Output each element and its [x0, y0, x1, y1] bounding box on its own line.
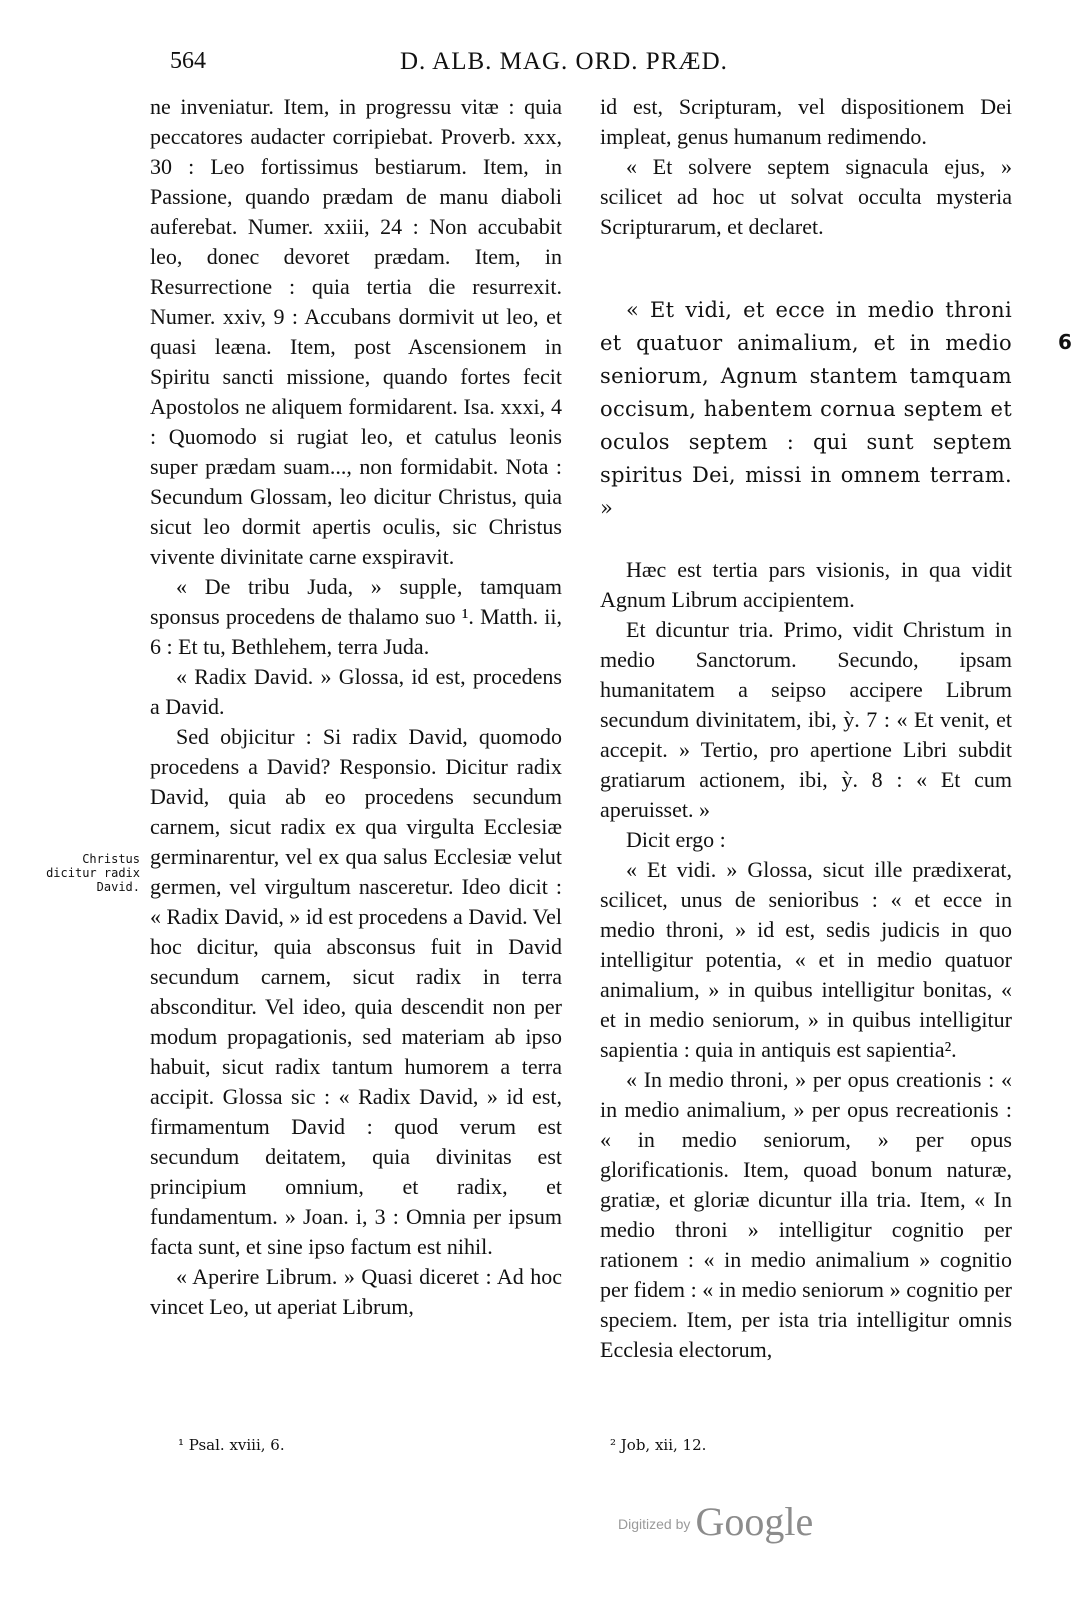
paragraph-in-medio-throni: « In medio throni, » per opus creationis : « in medio animalium, » per opus recreationis : « in medio seniorum, » per opus glorificationis. Item, quoad bonum naturæ, gratiæ, et gloriæ dicuntur illa tria. Item, « In medio throni » intelligitur cognitio per rationem : « in medio animalium » cognitio per fidem : « in medio seniorum » cognitio per speciem. Item, per ista tria intelligitur omnis Ecclesia electorum, — [600, 1067, 1012, 1362]
paragraph-tertia-pars: Hæc est tertia pars visionis, in qua vidit Agnum Librum accipientem. — [600, 557, 1012, 612]
google-watermark — [618, 1498, 813, 1545]
footnote-left: ¹ Psal. xviii, 6. — [178, 1436, 285, 1454]
left-column — [150, 92, 562, 1322]
footnote-right: ² Job, xii, 12. — [610, 1436, 707, 1454]
google-logo: Google — [695, 1499, 814, 1544]
paragraph-lion-commentary: ne inveniatur. Item, in progressu vitæ : quia peccatores audacter corripiebat. Proverb. xxx, 30 : Leo fortissimus bestiarum. Item, in Passione, quando prædam de manu diaboli auferebat. Numer. xxiii, 24 : Non accubabit leo, donec devoret prædam. Item, in Resurrectione : quia tertia die resurrexit. Numer. xxiv, 9 : Accubans dormivit ut leo, et quasi leæna. Item, post Ascensionem in Spiritu sancti missione, quando fortes fecit Apostolos ne aliquem formidarent. Isa. xxxi, 4 : Quomodo si rugiat leo, et catulus leonis super prædam suam..., non formidabit. Nota : Secundum Glossam, leo dicitur Christus, quia sicut leo dormit apertis oculis, sic Christus vivente divinitate carne exspiravit. — [150, 94, 562, 569]
paragraph-tria: Et dicuntur tria. Primo, vidit Christum in medio Sanctorum. Secundo, ipsam humanitatem a seipso accipere Librum secundum divinitatem, ibi, ỳ. 7 : « Et venit, et accepit. » Tertio, pro apertione Libri subdit gratiarum actionem, ibi, ỳ. 8 : « Et cum aperuisset. » — [600, 617, 1012, 822]
paragraph-aperire-librum: « Aperire Librum. » Quasi diceret : Ad hoc vincet Leo, ut aperiat Librum, — [150, 1264, 562, 1319]
running-title: D. ALB. MAG. ORD. PRÆD. — [400, 48, 728, 75]
paragraph-dicit-ergo: Dicit ergo : — [626, 827, 726, 852]
verse-margin-number: 6 — [1058, 330, 1072, 354]
paragraph-de-tribu-juda: « De tribu Juda, » supple, tamquam sponsus procedens de thalamo suo ¹. Matth. ii, 6 : Et tu, Bethlehem, terra Juda. — [150, 574, 562, 659]
paragraph-solvere-signacula: « Et solvere septem signacula ejus, » scilicet ad hoc ut solvat occulta mysteria Scripturarum, et declaret. — [600, 154, 1012, 239]
paragraph-continuation: id est, Scripturam, vel dispositionem Dei impleat, genus humanum redimendo. — [600, 94, 1012, 149]
margin-note: Christus dicitur radix David. — [46, 852, 140, 894]
paragraph-et-vidi-glossa: « Et vidi. » Glossa, sicut ille prædixerat, scilicet, unus de senioribus : « et ecce in medio throni, » id est, sedis judicis in quo intelligitur potentia, « et in medio quatuor animalium, » in quibus intelligitur bonitas, « et in medio seniorum, » in quibus intelligitur sapientia : quia in antiquis est sapientia². — [600, 857, 1012, 1062]
watermark-prefix: Digitized by — [618, 1516, 691, 1532]
right-column — [600, 92, 1012, 1365]
paragraph-objection: Sed objicitur : Si radix David, quomodo procedens a David? Responsio. Dicitur radix David, quia ab eo procedens secundum carnem, sicut radix ex qua virgulta Ecclesiæ germinarentur, vel ex qua salus Ecclesiæ velut germen, vel virgultum nasceretur. Ideo dicit : « Radix David, » id est procedens a David. Vel hoc dicitur, quia absconsus fuit in David secundum carnem, sicut radix in terra absconditur. Vel ideo, quia descendit non per modum propagationis, sed materiam ab ipso habuit, sicut radix tantum humorem a terra accipit. Glossa sic : « Radix David, » id est, firmamentum David : quod verum est secundum deitatem, quia divinitas est principium omnium, et radix, et fundamentum. » Joan. i, 3 : Omnia per ipsum facta sunt, et sine ipso factum est nihil. — [150, 724, 563, 1259]
page-number: 564 — [170, 48, 206, 74]
scripture-lemma-verse-6: « Et vidi, et ecce in medio throni et quatuor animalium, et in medio seniorum, Agnum stantem tamquam occisum, habentem cornua septem et oculos septem : qui sunt septem spiritus Dei, missi in omnem terram. » — [600, 298, 1012, 520]
paragraph-radix-david: « Radix David. » Glossa, id est, procedens a David. — [150, 664, 562, 719]
